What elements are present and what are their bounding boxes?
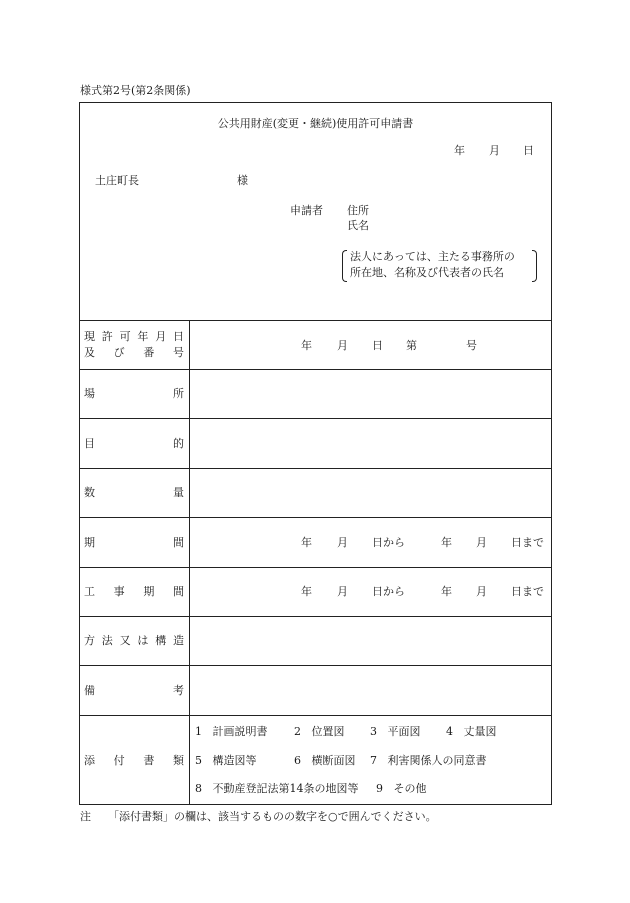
attachments-label: 添 付 書 類 xyxy=(84,754,184,767)
addressee: 土庄町長 xyxy=(95,174,139,187)
attachment-item[interactable]: 6 横断面図 xyxy=(294,754,356,767)
purpose-label: 目 的 xyxy=(84,437,184,450)
period-label: 期 間 xyxy=(84,536,184,549)
permit-month: 月 xyxy=(337,339,348,352)
attachment-item[interactable]: 7 利害関係人の同意書 xyxy=(370,754,487,767)
honorific: 様 xyxy=(237,174,248,187)
footnote: 「添付書類」の欄は、該当するものの数字を○で囲んでください。 xyxy=(108,810,437,823)
form-title: 公共用財産(変更・継続)使用許可申請書 xyxy=(217,117,414,130)
row-divider xyxy=(79,517,552,518)
note-line-1: 法人にあっては、主たる事務所の xyxy=(350,250,515,263)
row-divider xyxy=(79,715,552,716)
date-year: 年 xyxy=(454,144,465,157)
construction-period-label: 工 事 期 間 xyxy=(84,585,184,598)
attachment-item[interactable]: 5 構造図等 xyxy=(195,754,257,767)
row-divider xyxy=(79,665,552,666)
period-until: 日まで xyxy=(511,536,544,549)
row-divider xyxy=(79,567,552,568)
applicant-label: 申請者 xyxy=(290,204,323,217)
period-from: 日から xyxy=(372,536,405,549)
form-number: 様式第2号(第2条関係) xyxy=(80,84,191,97)
permit-label-line-1: 現 許 可 年 月 日 xyxy=(84,330,184,343)
attachment-item[interactable]: 1 計画説明書 xyxy=(195,725,268,738)
period-end-month: 月 xyxy=(476,536,487,549)
date-day: 日 xyxy=(523,144,534,157)
period-start-month: 月 xyxy=(337,536,348,549)
name-label: 氏名 xyxy=(347,219,369,232)
construction-from: 日から xyxy=(372,585,405,598)
method-label: 方 法 又 は 構 造 xyxy=(84,634,184,647)
remarks-label: 備 考 xyxy=(84,684,184,697)
attachment-item[interactable]: 8 不動産登記法第14条の地図等 xyxy=(195,782,359,795)
row-divider xyxy=(79,369,552,370)
attachment-item[interactable]: 3 平面図 xyxy=(370,725,421,738)
row-divider xyxy=(79,616,552,617)
attachment-item[interactable]: 9 その他 xyxy=(376,782,427,795)
permit-label-line-2: 及 び 番 号 xyxy=(84,346,184,359)
period-end-year: 年 xyxy=(441,536,452,549)
construction-start-year: 年 xyxy=(301,585,312,598)
row-divider xyxy=(79,468,552,469)
construction-end-year: 年 xyxy=(441,585,452,598)
place-label: 場 所 xyxy=(84,387,184,400)
construction-start-month: 月 xyxy=(337,585,348,598)
date-month: 月 xyxy=(489,144,500,157)
permit-go: 号 xyxy=(466,339,477,352)
permit-dai: 第 xyxy=(406,339,417,352)
row-divider xyxy=(79,418,552,419)
note-bracket-right xyxy=(532,250,537,282)
construction-until: 日まで xyxy=(511,585,544,598)
construction-end-month: 月 xyxy=(476,585,487,598)
footnote-mark: 注 xyxy=(80,810,91,823)
address-label: 住所 xyxy=(347,204,369,217)
permit-year: 年 xyxy=(301,339,312,352)
row-divider xyxy=(79,320,552,321)
attachment-item[interactable]: 2 位置図 xyxy=(294,725,345,738)
period-start-year: 年 xyxy=(301,536,312,549)
note-bracket-left xyxy=(342,250,347,282)
attachment-item[interactable]: 4 丈量図 xyxy=(446,725,497,738)
column-divider xyxy=(189,320,190,805)
permit-day: 日 xyxy=(372,339,383,352)
note-line-2: 所在地、名称及び代表者の氏名 xyxy=(350,266,504,279)
quantity-label: 数 量 xyxy=(84,486,184,499)
